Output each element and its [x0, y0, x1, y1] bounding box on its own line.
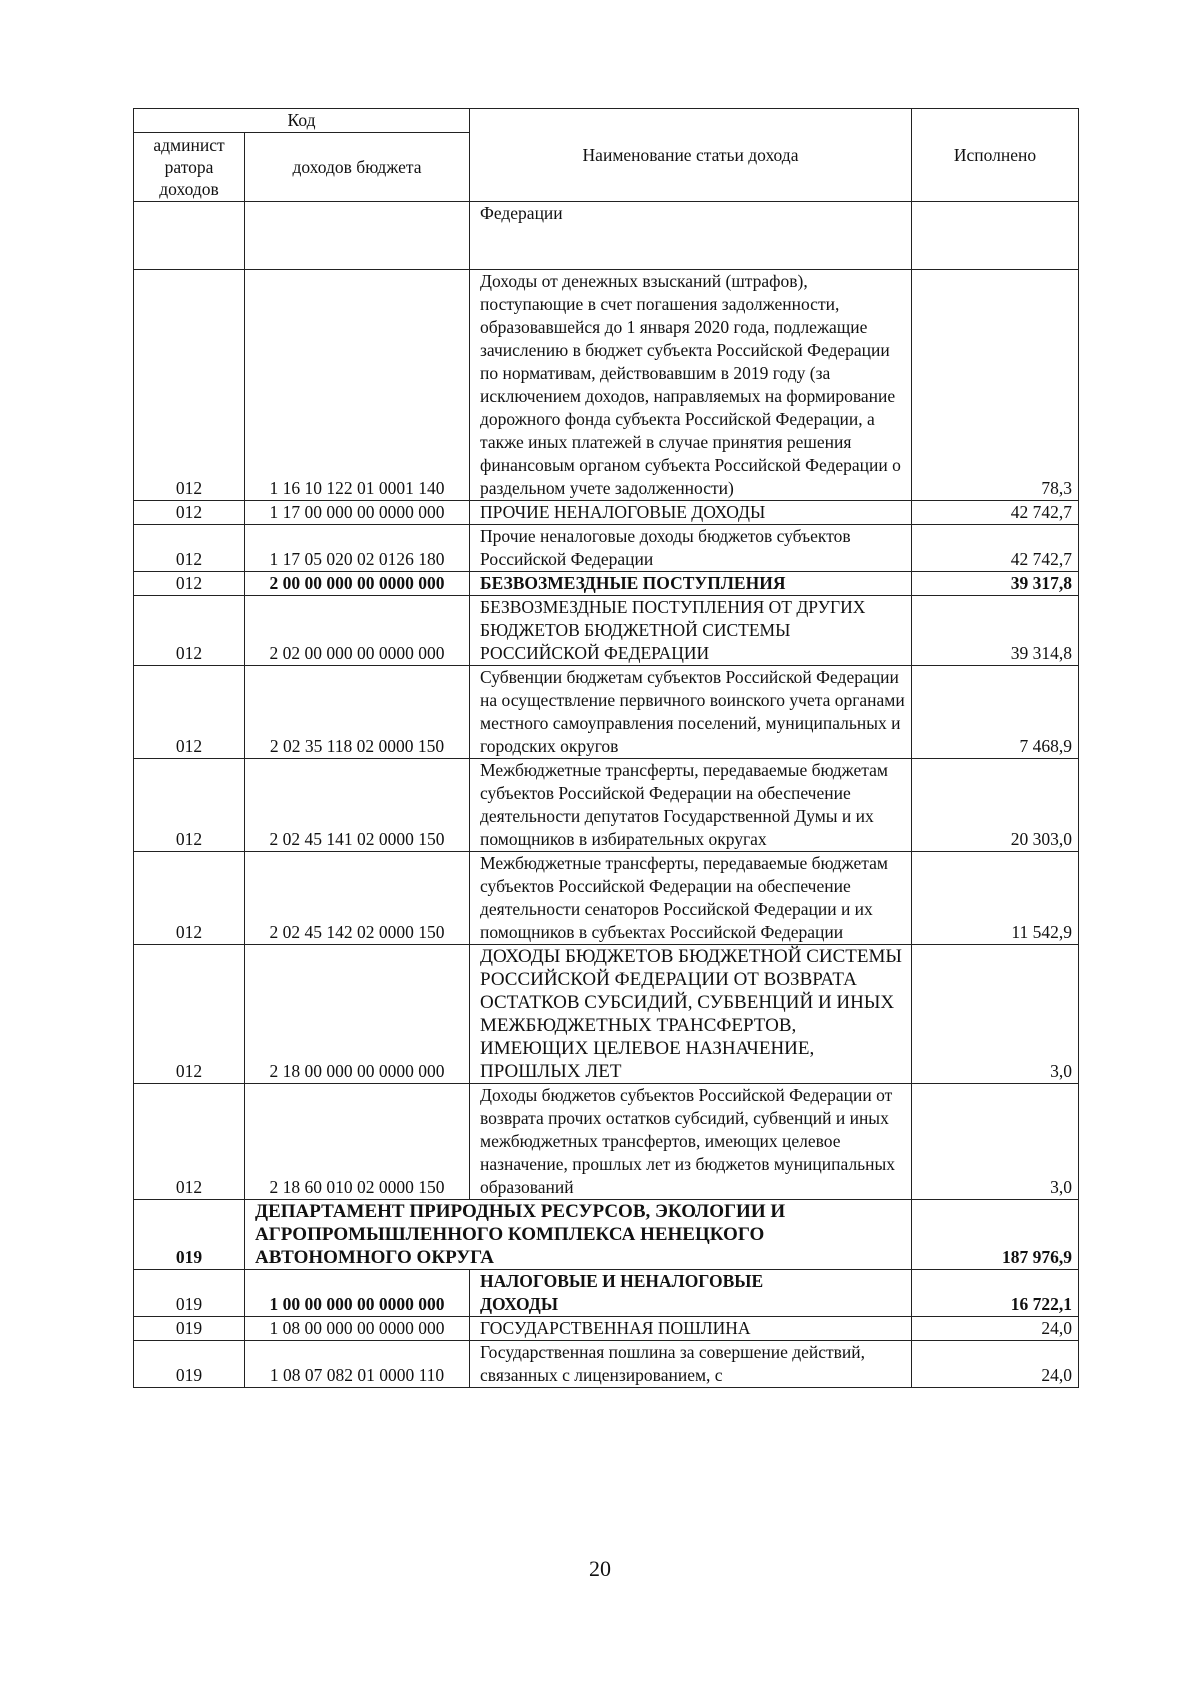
income-code-cell: 1 00 00 000 00 0000 000 — [245, 1270, 470, 1317]
admin-code-cell: 012 — [134, 666, 245, 759]
page-number: 20 — [589, 1556, 611, 1581]
amount-cell: 39 314,8 — [912, 596, 1079, 666]
admin-code-cell: 012 — [134, 852, 245, 945]
admin-code-cell: 012 — [134, 1084, 245, 1200]
income-code-cell: 2 18 60 010 02 0000 150 — [245, 1084, 470, 1200]
table-row — [134, 1341, 1079, 1388]
income-name-cell: НАЛОГОВЫЕ И НЕНАЛОГОВЫЕ ДОХОДЫ — [470, 1270, 912, 1317]
income-name-cell: Субвенции бюджетам субъектов Российской Федерации на осуществление первичного воинского учета органами местного самоуправления поселений, муниципальных и городских округов — [470, 666, 912, 759]
amount-cell: 11 542,9 — [912, 852, 1079, 945]
income-name-cell: БЕЗВОЗМЕЗДНЫЕ ПОСТУПЛЕНИЯ ОТ ДРУГИХ БЮДЖЕТОВ БЮДЖЕТНОЙ СИСТЕМЫ РОССИЙСКОЙ ФЕДЕРАЦИИ — [470, 596, 912, 666]
amount-cell: 20 303,0 — [912, 759, 1079, 852]
admin-code-cell: 012 — [134, 270, 245, 501]
income-code-cell: 1 17 00 000 00 0000 000 — [245, 501, 470, 525]
income-name-cell: БЕЗВОЗМЕЗДНЫЕ ПОСТУПЛЕНИЯ — [470, 572, 912, 596]
amount-cell: 187 976,9 — [912, 1200, 1079, 1270]
code-header: Код — [134, 109, 470, 133]
amount-cell: 16 722,1 — [912, 1270, 1079, 1317]
table-row — [134, 572, 1079, 596]
income-code-cell: 2 02 35 118 02 0000 150 — [245, 666, 470, 759]
name-header: Наименование статьи дохода — [470, 109, 912, 202]
income-name-cell: ГОСУДАРСТВЕННАЯ ПОШЛИНА — [470, 1317, 912, 1341]
admin-code-cell: 019 — [134, 1317, 245, 1341]
income-code-cell: 1 08 07 082 01 0000 110 — [245, 1341, 470, 1388]
income-name-cell: ДОХОДЫ БЮДЖЕТОВ БЮДЖЕТНОЙ СИСТЕМЫ РОССИЙСКОЙ ФЕДЕРАЦИИ ОТ ВОЗВРАТА ОСТАТКОВ СУБСИДИЙ, СУБВЕНЦИЙ И ИНЫХ МЕЖБЮДЖЕТНЫХ ТРАНСФЕРТОВ, ИМЕЮЩИХ ЦЕЛЕВОЕ НАЗНАЧЕНИЕ, ПРОШЛЫХ ЛЕТ — [470, 945, 912, 1084]
amount-cell — [912, 202, 1079, 270]
income-name-cell: Доходы бюджетов субъектов Российской Федерации от возврата прочих остатков субсидий, субвенций и иных межбюджетных трансфертов, имеющих целевое назначение, прошлых лет из бюджетов муниципальных образований — [470, 1084, 912, 1200]
amount-cell: 42 742,7 — [912, 525, 1079, 572]
admin-code-cell: 019 — [134, 1270, 245, 1317]
table-row — [134, 945, 1079, 1084]
table-row — [134, 759, 1079, 852]
table-row — [134, 666, 1079, 759]
table-row — [134, 525, 1079, 572]
table-row — [134, 501, 1079, 525]
table-row — [134, 1270, 1079, 1317]
table-header-row — [134, 109, 1079, 133]
admin-code-cell: 019 — [134, 1341, 245, 1388]
amount-cell: 78,3 — [912, 270, 1079, 501]
admin-code-cell: 019 — [134, 1200, 245, 1270]
admin-code-cell — [134, 202, 245, 270]
admin-code-cell: 012 — [134, 945, 245, 1084]
income-name-cell: Федерации — [470, 202, 912, 270]
admin-code-cell: 012 — [134, 596, 245, 666]
income-code-cell: 2 02 45 142 02 0000 150 — [245, 852, 470, 945]
income-name-cell: Прочие неналоговые доходы бюджетов субъектов Российской Федерации — [470, 525, 912, 572]
income-name-cell: Государственная пошлина за совершение действий, связанных с лицензированием, с — [470, 1341, 912, 1388]
income-code-cell — [245, 202, 470, 270]
income-code-cell: 2 00 00 000 00 0000 000 — [245, 572, 470, 596]
table-row — [134, 270, 1079, 501]
income-code-cell: 1 08 00 000 00 0000 000 — [245, 1317, 470, 1341]
income-name-cell: Межбюджетные трансферты, передаваемые бюджетам субъектов Российской Федерации на обеспечение деятельности сенаторов Российской Федерации и их помощников в субъектах Российской Федерации — [470, 852, 912, 945]
admin-header: админист ратора доходов — [134, 133, 245, 202]
income-code-cell: 1 16 10 122 01 0001 140 — [245, 270, 470, 501]
amount-header: Исполнено — [912, 109, 1079, 202]
department-row — [134, 1200, 1079, 1270]
income-name-cell: ПРОЧИЕ НЕНАЛОГОВЫЕ ДОХОДЫ — [470, 501, 912, 525]
income-name-cell: Доходы от денежных взысканий (штрафов), поступающие в счет погашения задолженности, образовавшейся до 1 января 2020 года, подлежащие зачислению в бюджет субъекта Российской Федерации по нормативам, действовавшим в 2019 году (за исключением доходов, направляемых на формирование дорожного фонда субъекта Российской Федерации, а также иных платежей в случае принятия решения финансовым органом субъекта Российской Федерации о раздельном учете задолженности) — [470, 270, 912, 501]
admin-code-cell: 012 — [134, 501, 245, 525]
table-row — [134, 596, 1079, 666]
revenue-table-page — [133, 108, 1078, 1388]
amount-cell: 24,0 — [912, 1317, 1079, 1341]
table-row — [134, 852, 1079, 945]
amount-cell: 42 742,7 — [912, 501, 1079, 525]
admin-code-cell: 012 — [134, 572, 245, 596]
department-name-cell: ДЕПАРТАМЕНТ ПРИРОДНЫХ РЕСУРСОВ, ЭКОЛОГИИ И АГРОПРОМЫШЛЕННОГО КОМПЛЕКСА НЕНЕЦКОГО АВТОНОМНОГО ОКРУГА — [245, 1200, 912, 1270]
amount-cell: 24,0 — [912, 1341, 1079, 1388]
amount-cell: 3,0 — [912, 1084, 1079, 1200]
table-row — [134, 1084, 1079, 1200]
table-row — [134, 202, 1079, 270]
income-name-cell: Межбюджетные трансферты, передаваемые бюджетам субъектов Российской Федерации на обеспечение деятельности депутатов Государственной Думы и их помощников в избирательных округах — [470, 759, 912, 852]
income-code-cell: 1 17 05 020 02 0126 180 — [245, 525, 470, 572]
admin-code-cell: 012 — [134, 525, 245, 572]
income-code-cell: 2 18 00 000 00 0000 000 — [245, 945, 470, 1084]
amount-cell: 39 317,8 — [912, 572, 1079, 596]
amount-cell: 3,0 — [912, 945, 1079, 1084]
income-code-cell: 2 02 45 141 02 0000 150 — [245, 759, 470, 852]
income-code-header: доходов бюджета — [245, 133, 470, 202]
admin-code-cell: 012 — [134, 759, 245, 852]
amount-cell: 7 468,9 — [912, 666, 1079, 759]
income-code-cell: 2 02 00 000 00 0000 000 — [245, 596, 470, 666]
table-row — [134, 1317, 1079, 1341]
revenue-table — [133, 108, 1079, 1388]
